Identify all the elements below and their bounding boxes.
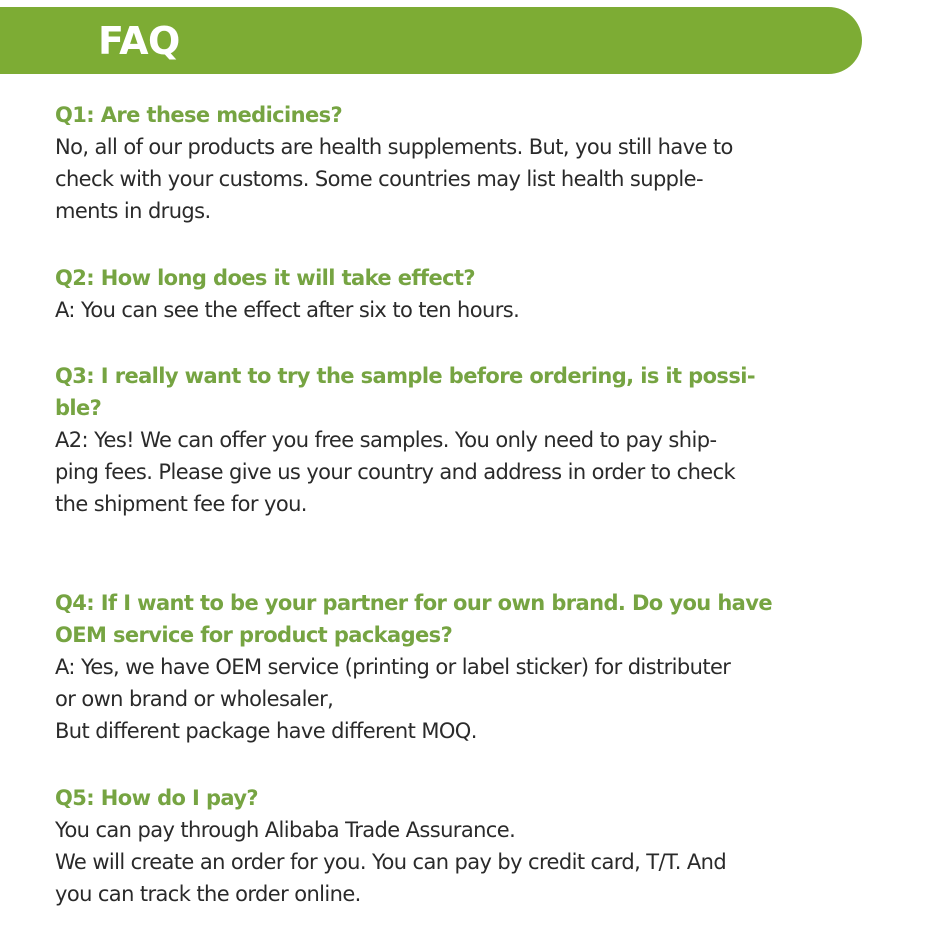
faq-item-q4 [55,587,835,747]
answer-line: No, all of our products are health supplements. But, you still have to [55,135,733,159]
answer-line: A: You can see the effect after six to ten hours. [55,298,520,322]
faq-item-q2 [55,262,835,326]
question-line: Q3: I really want to try the sample before ordering, is it possi- [55,364,755,388]
faq-answer [55,814,835,910]
faq-question [55,99,835,131]
answer-line: You can pay through Alibaba Trade Assurance. [55,818,516,842]
faq-answer [55,651,835,747]
faq-answer [55,424,835,520]
answer-line: you can track the order online. [55,882,361,906]
question-line: Q5: How do I pay? [55,786,259,810]
faq-question [55,262,835,294]
question-line: Q4: If I want to be your partner for our own brand. Do you have [55,591,772,615]
answer-line: ments in drugs. [55,199,211,223]
answer-line: or own brand or wholesaler, [55,687,334,711]
answer-line: We will create an order for you. You can pay by credit card, T/T. And [55,850,727,874]
answer-line: But different package have different MOQ. [55,719,477,743]
question-line: Q1: Are these medicines? [55,103,343,127]
question-line: Q2: How long does it will take effect? [55,266,475,290]
faq-answer [55,131,835,227]
faq-question [55,587,835,651]
faq-item-q1 [55,99,835,227]
answer-line: A: Yes, we have OEM service (printing or label sticker) for distributer [55,655,731,679]
faq-answer [55,294,835,326]
page-title: FAQ [98,19,180,63]
faq-header-bar [0,7,862,74]
answer-line: A2: Yes! We can offer you free samples. You only need to pay ship- [55,428,717,452]
question-line: ble? [55,396,102,420]
faq-item-q3 [55,360,835,520]
faq-question [55,782,835,814]
faq-item-q5 [55,782,835,910]
answer-line: the shipment fee for you. [55,492,307,516]
faq-question [55,360,835,424]
answer-line: ping fees. Please give us your country and address in order to check [55,460,736,484]
answer-line: check with your customs. Some countries may list health supple- [55,167,703,191]
question-line: OEM service for product packages? [55,623,453,647]
